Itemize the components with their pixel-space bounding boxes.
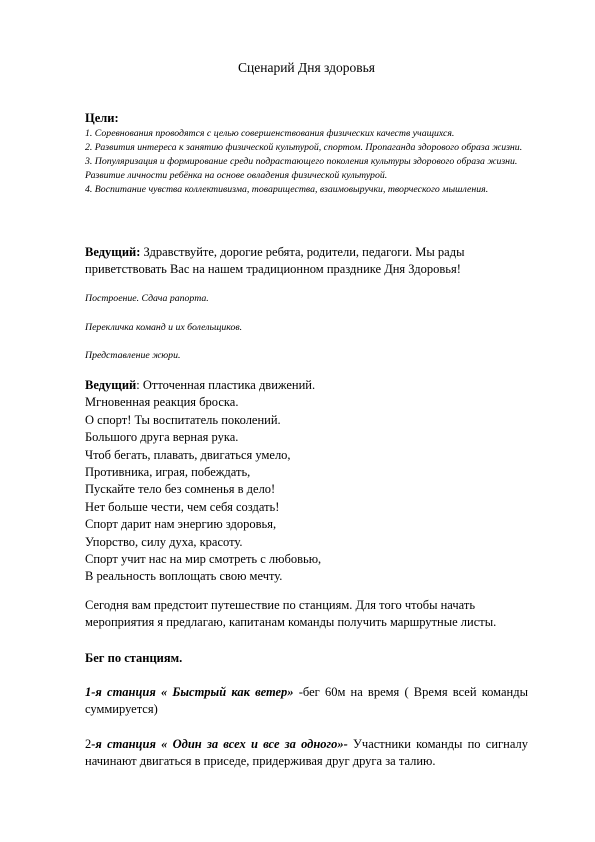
poem-line: О спорт! Ты воспитатель поколений. xyxy=(85,412,281,427)
section-heading: Бег по станциям. xyxy=(85,651,183,665)
host-label: Ведущий: xyxy=(85,245,141,259)
poem-line: Ведущий: Отточенная пластика движений. xyxy=(85,378,316,392)
goals-list xyxy=(85,127,528,197)
greeting-text: Здравствуйте, дорогие ребята, родители, педагоги. Мы рады приветствовать Вас на нашем традиционном празднике Дня Здоровья! xyxy=(85,245,465,277)
intro-paragraph: Сегодня вам предстоит путешествие по станциям. Для того чтобы начать мероприятия я предлагаю, капитанам команды получить маршрутные листы. xyxy=(85,598,497,630)
poem-line: В реальность воплощать свою мечту. xyxy=(85,569,283,584)
poem-line: Мгновенная реакция броска. xyxy=(85,395,239,410)
station-2-title: -я станция « Один за всех и все за одного»- xyxy=(91,737,348,751)
poem-line: Упорство, силу духа, красоту. xyxy=(85,534,243,549)
poem-line: Большого друга верная рука. xyxy=(85,430,239,445)
station-2-number: 2 xyxy=(85,737,92,751)
page-title: Сценарий Дня здоровья xyxy=(238,60,375,75)
goal-item: 3. Популяризация и формирование среди подрастающего поколения культуры здорового образа жизни. Развитие личности ребёнка на основе овладения физической культурой. xyxy=(85,156,518,182)
greeting-paragraph xyxy=(85,244,528,279)
station-2-text: Участники команды по сигналу начинают двигаться в приседе, придерживая друг друга за талию. xyxy=(85,737,528,769)
goal-item: 1. Соревнования проводятся с целью совершенствования физических качеств учащихся. xyxy=(85,128,455,139)
poem-host-label: Ведущий xyxy=(85,378,137,392)
station-1-title: 1-я станция « Быстрый как ветер» xyxy=(85,685,294,699)
stage-note: Представление жюри. xyxy=(85,350,181,361)
poem xyxy=(85,377,528,586)
station-2-paragraph xyxy=(85,736,528,771)
station-1-text: -бег 60м на время ( Время всей команды суммируется) xyxy=(85,685,528,717)
stage-note: Перекличка команд и их болельщиков. xyxy=(85,322,243,333)
stage-note: Построение. Сдача рапорта. xyxy=(85,293,209,304)
poem-line: Спорт учит нас на мир смотреть с любовью, xyxy=(85,552,322,567)
poem-line: Противника, играя, побеждать, xyxy=(85,465,251,480)
poem-line: Спорт дарит нам энергию здоровья, xyxy=(85,517,277,532)
poem-line: Чтоб бегать, плавать, двигаться умело, xyxy=(85,447,291,462)
poem-line: Нет больше чести, чем себя создать! xyxy=(85,499,280,514)
station-1-paragraph xyxy=(85,684,528,719)
goal-item: 4. Воспитание чувства коллективизма, товарищества, взаимовыручки, творческого мышления. xyxy=(85,184,489,196)
goal-item: 2. Развития интереса к занятию физической культурой, спортом. Пропаганда здорового образа жизни. xyxy=(85,142,523,154)
goals-heading: Цели: xyxy=(85,111,119,125)
poem-line: Пускайте тело без сомненья в дело! xyxy=(85,482,276,497)
